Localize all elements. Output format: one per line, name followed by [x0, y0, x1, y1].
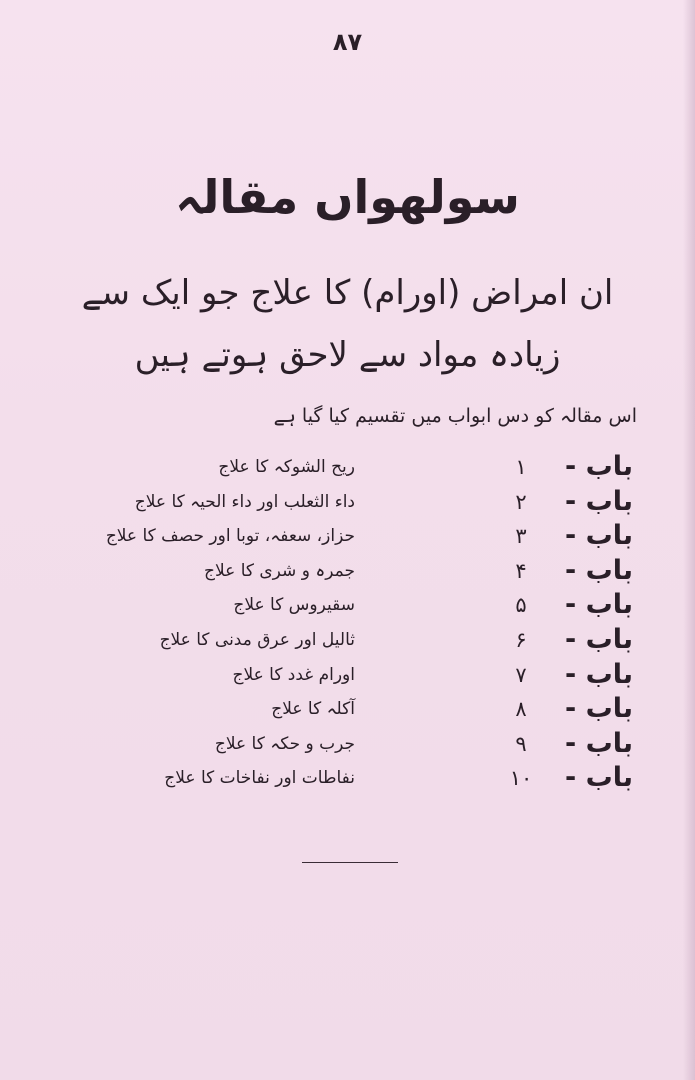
chapter-row	[0, 692, 695, 727]
chapter-title: داء الثعلب اور داء الحیہ کا علاج	[134, 491, 355, 512]
chapter-word: باب -	[564, 554, 633, 586]
chapter-title: جرب و حکہ کا علاج	[214, 733, 355, 754]
chapter-title: اورام غدد کا علاج	[232, 664, 355, 685]
page-number: ۸۷	[332, 28, 363, 56]
chapter-title: نفاطات اور نفاخات کا علاج	[164, 768, 355, 789]
chapter-number: ۶	[515, 627, 527, 652]
chapter-row	[0, 485, 695, 520]
chapter-row	[0, 658, 695, 693]
chapter-word: باب -	[564, 485, 633, 517]
chapter-title: آکلہ کا علاج	[271, 699, 355, 720]
chapter-row	[0, 554, 695, 589]
chapter-number: ۴	[515, 558, 527, 583]
chapter-number: ۷	[515, 662, 527, 687]
chapter-word: باب -	[564, 451, 633, 482]
chapter-row	[0, 623, 695, 658]
chapter-number: ۹	[515, 731, 527, 756]
chapter-number: ۳	[515, 524, 527, 549]
chapter-heading-title: سولھواں مقالہ	[175, 170, 520, 224]
chapter-row	[0, 761, 695, 796]
chapter-number: ۵	[515, 593, 527, 618]
chapter-title: ریح الشوکہ کا علاج	[218, 457, 355, 477]
chapter-row	[0, 519, 695, 554]
chapter-heading-subtitle: ان امراض (اورام) کا علاج جو ایک سے زیادہ مواد سے لاحق ہوتے ہیں	[81, 273, 614, 375]
chapter-word: باب -	[564, 693, 633, 725]
chapter-number: ۱	[515, 455, 527, 479]
chapter-row	[0, 450, 695, 485]
chapter-row	[0, 727, 695, 762]
chapter-title: ثالیل اور عرق مدنی کا علاج	[159, 629, 355, 650]
chapter-number: ۱۰	[509, 766, 533, 791]
end-divider-line	[302, 862, 398, 863]
chapter-title: سقیروس کا علاج	[233, 595, 355, 616]
chapter-list	[0, 450, 695, 796]
chapter-title: جمرہ و شری کا علاج	[204, 560, 355, 581]
chapter-word: باب -	[564, 727, 633, 759]
chapter-word: باب -	[564, 623, 633, 655]
chapter-row	[0, 588, 695, 623]
chapter-number: ۸	[515, 697, 527, 722]
chapter-number: ۲	[515, 489, 527, 514]
chapter-title: حزاز، سعفہ، توبا اور حصف کا علاج	[105, 526, 355, 547]
chapter-word: باب -	[564, 589, 633, 621]
chapter-word: باب -	[564, 658, 633, 690]
chapter-word: باب -	[564, 762, 633, 794]
chapter-word: باب -	[564, 520, 633, 552]
intro-text: اس مقالہ کو دس ابواب میں تقسیم کیا گیا ہے	[273, 405, 637, 427]
